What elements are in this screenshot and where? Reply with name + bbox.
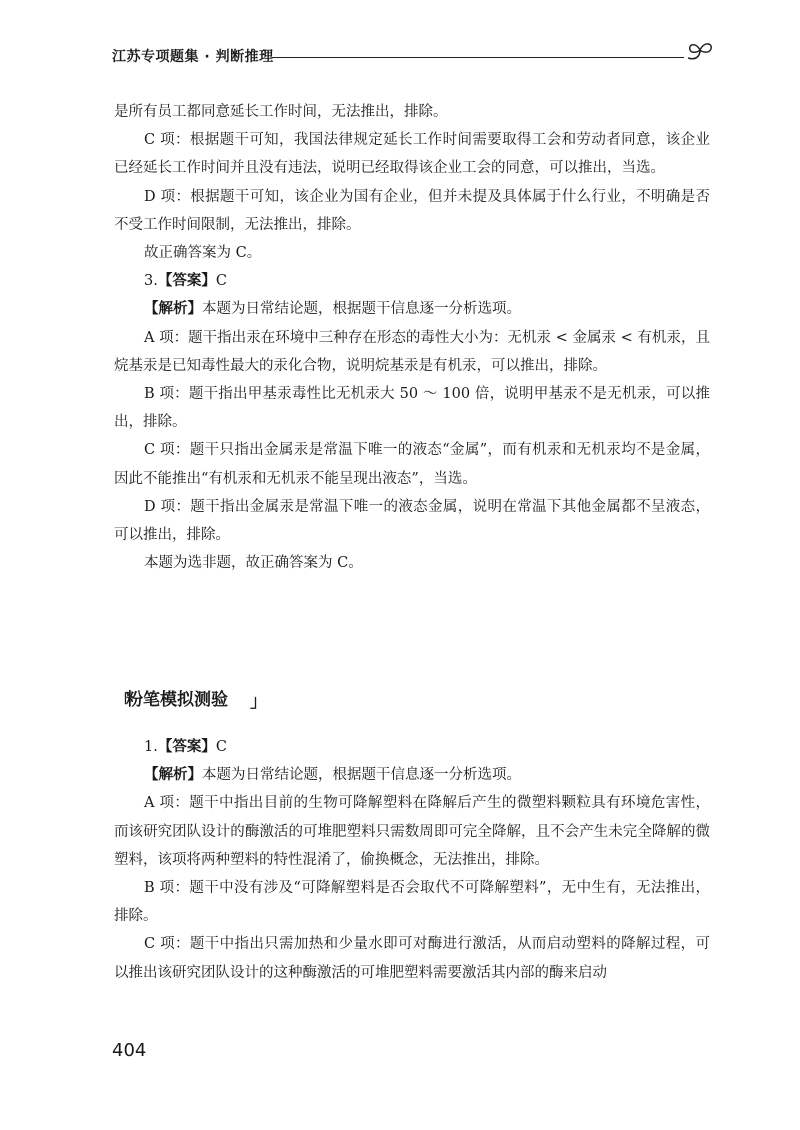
answer-tag: 【答案】	[157, 739, 216, 755]
option-analysis: D 项：题干指出金属汞是常温下唯一的液态金属，说明在常温下其他金属都不呈液态，可以推出，排除。	[114, 498, 710, 544]
answer-value: C	[215, 739, 227, 755]
answer-text-block	[114, 98, 710, 577]
analysis-line	[114, 295, 710, 323]
answer-line-q3	[114, 267, 710, 295]
paragraph: 故正确答案为 C。	[144, 245, 262, 262]
conclusion: 本题为选非题，故正确答案为 C。	[144, 555, 363, 572]
option-analysis: B 项：题干指出甲基汞毒性比无机汞大 50 ～ 100 倍，说明甲基汞不是无机汞，可以推出，排除。	[114, 386, 710, 431]
answer-value: C	[215, 273, 227, 290]
option-analysis: A 项：题干中指出目前的生物可降解塑料在降解后产生的微塑料颗粒具有环境危害性，而该研究团队设计的酶激活的可堆肥塑料只需数周即可完全降解，且不会产生未完全降解的微塑料，该项将两种塑料的特性混淆了，偷换概念，无法推出，排除。	[114, 795, 710, 868]
option-analysis: A 项：题干指出汞在环境中三种存在形态的毒性大小为：无机汞 < 金属汞 < 有机汞，且烷基汞是已知毒性最大的汞化合物，说明烷基汞是有机汞，可以推出，排除。	[114, 329, 710, 374]
question-number: 1.	[144, 739, 158, 755]
sprout-icon	[684, 38, 716, 68]
option-analysis: B 项：题干中没有涉及“可降解塑料是否会取代不可降解塑料”，无中生有，无法推出，排除。	[114, 880, 710, 925]
bracket-right: 」	[250, 692, 267, 712]
answer-line-q1	[114, 733, 710, 761]
paragraph: 是所有员工都同意延长工作时间，无法推出，排除。	[114, 104, 448, 120]
paragraph: C 项：根据题干可知，我国法律规定延长工作时间需要取得工会和劳动者同意，该企业已经延长工作时间并且没有违法，说明已经取得该企业工会的同意，可以推出，当选。	[114, 132, 710, 177]
analysis-line	[114, 761, 710, 789]
analysis-tag: 【解析】	[144, 767, 202, 784]
analysis-tag: 【解析】	[144, 301, 202, 318]
option-analysis: C 项：题干只指出金属汞是常温下唯一的液态“金属”，而有机汞和无机汞均不是金属，因此不能推出“有机汞和无机汞不能呈现出液态”，当选。	[114, 442, 710, 487]
header-rule	[272, 57, 684, 58]
analysis-text: 本题为日常结论题，根据题干信息逐一分析选项。	[202, 301, 521, 318]
answer-tag: 【答案】	[157, 273, 216, 290]
section-title: 粉笔模拟测验	[126, 690, 228, 710]
bracket-left: 「	[114, 692, 131, 712]
analysis-text: 本题为日常结论题，根据题干信息逐一分析选项。	[202, 767, 521, 784]
page-number: 404	[112, 1040, 147, 1061]
running-header	[112, 44, 712, 68]
paragraph: D 项：根据题干可知，该企业为国有企业，但并未提及具体属于什么行业，不明确是否不受工作时间限制，无法推出，排除。	[114, 188, 710, 233]
question-number: 3.	[144, 273, 158, 290]
header-title: 江苏专项题集 · 判断推理	[112, 49, 274, 65]
option-analysis: C 项：题干中指出只需加热和少量水即可对酶进行激活，从而启动塑料的降解过程，可以推出该研究团队设计的这种酶激活的可堆肥塑料需要激活其内部的酶来启动	[114, 936, 710, 981]
section-heading	[114, 683, 710, 713]
mock-test-block	[114, 733, 710, 987]
